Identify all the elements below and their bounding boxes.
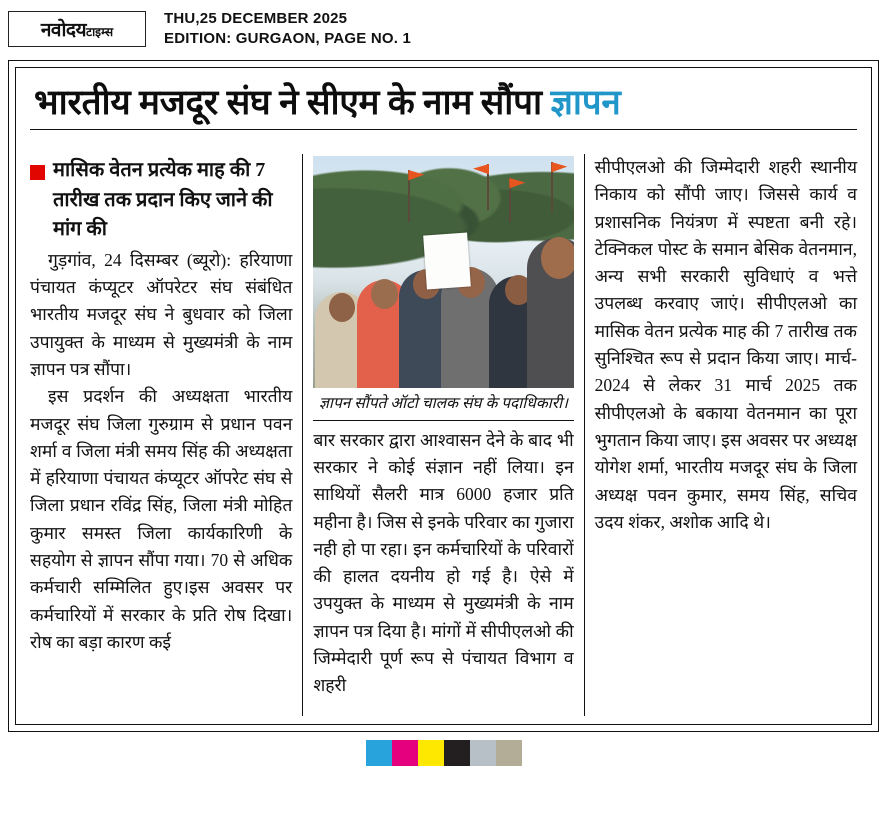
kicker-block bbox=[30, 156, 292, 245]
article-inner bbox=[15, 67, 872, 725]
headline-main: भारतीय मजदूर संघ ने सीएम के नाम सौंपा bbox=[34, 83, 551, 122]
color-calibration-bar bbox=[0, 738, 887, 768]
color-swatch-magenta bbox=[392, 740, 418, 766]
color-swatch-black bbox=[444, 740, 470, 766]
dateline-paragraph: गुड़गांव, 24 दिसम्बर (ब्यूरो): हरियाणा पंचायत कंप्यूटर ऑपरेटर संघ संबंधित भारतीय मजदूर संघ ने बुधवार को जिला उपायुक्त के माध्यम से मुख्यमंत्री के नाम ज्ञापन पत्र सौंपा। bbox=[30, 249, 293, 379]
date-line: THU,25 DECEMBER 2025 bbox=[164, 10, 348, 28]
article-frame bbox=[8, 60, 879, 732]
column-3 bbox=[585, 154, 857, 716]
article-columns bbox=[30, 154, 857, 716]
edition-line: EDITION: GURGAON, PAGE NO. 1 bbox=[164, 30, 412, 47]
color-swatch-grey bbox=[470, 740, 496, 766]
column-2-paragraph: बार सरकार द्वारा आश्वासन देने के बाद भी सरकार ने कोई संज्ञान नहीं लिया। इन साथियों सैलरी मात्र 6000 हजार प्रति महीना है। जिस से इनके परिवार का गुजारा नही हो पा रहा। इन कर्मचारियों के परिवारों की हालत दयनीय हो गई है। ऐसे में उपयुक्त के माध्यम से मुख्यमंत्री के नाम ज्ञापन पत्र दिया है। मांगों में सीपीएलओ की जिम्मेदारी पूर्ण रूप से पंचायत विभाग व शहरी bbox=[313, 429, 574, 696]
logo-text: नवोदयटाइम्स bbox=[40, 20, 114, 41]
memorandum-document bbox=[423, 233, 471, 290]
masthead bbox=[0, 0, 887, 58]
photo-caption: ज्ञापन सौंपते ऑटो चालक संघ के पदाधिकारी। bbox=[313, 393, 573, 421]
headline-accent: ज्ञापन bbox=[550, 83, 621, 122]
publication-logo bbox=[8, 11, 146, 47]
kicker-bullet-icon bbox=[30, 165, 45, 180]
headline-divider bbox=[30, 129, 857, 130]
column-2 bbox=[302, 154, 584, 716]
headline bbox=[34, 82, 853, 123]
color-swatch-cyan bbox=[366, 740, 392, 766]
column-3-paragraph: सीपीएलओ की जिम्मेदारी शहरी स्थानीय निकाय को सौंपी जाए। जिससे कार्य व प्रशासनिक नियंत्रण में स्पष्टता बनी रहे। टेक्निकल पोस्ट के समान बेसिक वेतनमान, अन्य सभी सरकारी सुविधाएं व भत्ते उपलब्ध करवाए जाएं। सीपीएलओ का मासिक वेतन प्रत्येक माह की 7 तारीख तक सुनिश्चित रूप से प्रदान किया जाए। मार्च- 2024 से लेकर 31 मार्च 2025 तक सीपीएलओ के बकाया वेतनमान का पूरा भुगतान किया जाए। इस अवसर पर अध्यक्ष योगेश शर्मा, भारतीय मजदूर संघ के जिला अध्यक्ष पवन कुमार, समय सिंह, सचिव उदय शंकर, अशोक आदि थे। bbox=[594, 157, 857, 532]
kicker-text: मासिक वेतन प्रत्येक माह की 7 तारीख तक प्रदान किए जाने की मांग की bbox=[53, 159, 273, 241]
news-photo bbox=[313, 156, 573, 388]
column-1 bbox=[30, 154, 302, 716]
color-swatch-warm-grey bbox=[496, 740, 522, 766]
crowd-person-head bbox=[541, 237, 573, 279]
edition-block bbox=[164, 9, 411, 49]
photo-wrap bbox=[313, 156, 573, 388]
paragraph-2: इस प्रदर्शन की अध्यक्षता भारतीय मजदूर संघ जिला गुरुग्राम से प्रधान पवन शर्मा व जिला मंत्री समय सिंह की अध्यक्षता में हरियाणा पंचायत कंप्यूटर ऑपरेट संघ से जिला प्रधान रविंद्र सिंह, जिला मंत्री मोहित कुमार समस्त जिला कार्यकारिणी के सहयोग से ज्ञापन सौंपा गया। 70 से अधिक कर्मचारी सम्मिलित हुए।इस अवसर पर कर्मचारियों में सरकार के प्रति रोष दिखा। रोष का बड़ा कारण कई bbox=[30, 386, 293, 652]
color-swatch-yellow bbox=[418, 740, 444, 766]
